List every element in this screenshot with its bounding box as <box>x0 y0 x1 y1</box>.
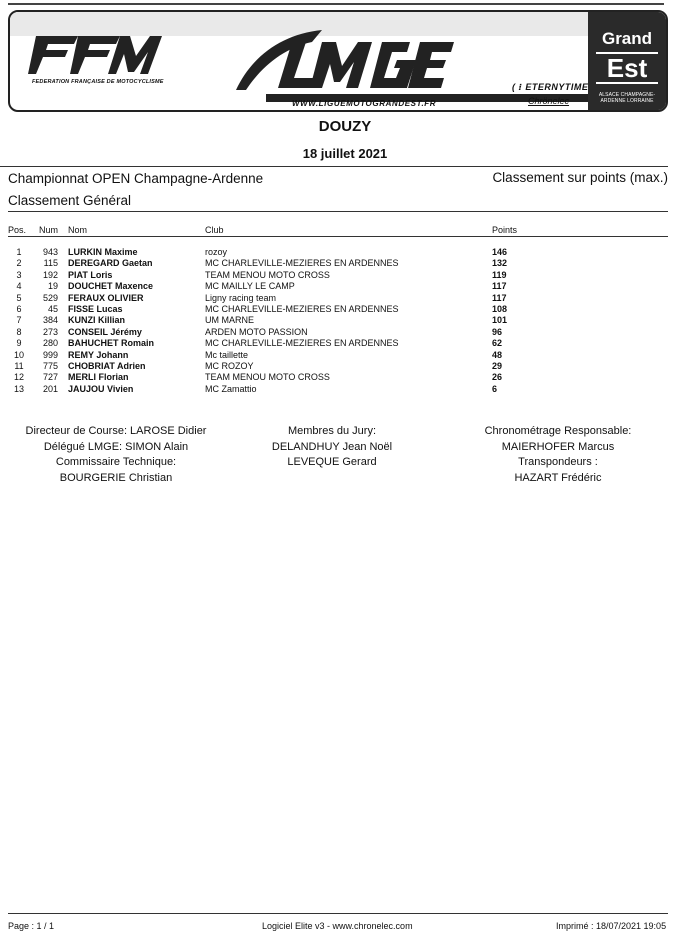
eternytime-text: ETERNYTIME <box>525 82 589 92</box>
page-number: Page : 1 / 1 <box>8 921 55 931</box>
grand-est-line1: Grand <box>601 29 653 48</box>
championship-name: Championnat OPEN Champagne-Ardenne <box>8 171 264 186</box>
pos-cell: 10 <box>13 349 24 360</box>
name-cell: PIAT Loris <box>68 269 113 280</box>
jury-label: Membres du Jury: <box>287 425 377 437</box>
points-cell: 62 <box>492 338 503 349</box>
officials-middle <box>232 424 432 471</box>
points-cell: 48 <box>492 349 503 360</box>
club-cell: ARDEN MOTO PASSION <box>205 326 308 337</box>
num-cell: 273 <box>42 326 58 337</box>
points-cell: 132 <box>492 258 508 269</box>
name-cell: JAUJOU Vivien <box>68 383 134 394</box>
points-cell: 26 <box>492 372 503 383</box>
col-header-name: Nom <box>68 225 88 235</box>
pos-cell: 1 <box>16 247 22 257</box>
chronelec-logo: Chrönelec <box>528 96 570 106</box>
club-column <box>205 247 399 395</box>
transponders-name: HAZART Frédéric <box>514 471 602 484</box>
points-cell: 29 <box>492 361 503 372</box>
num-cell: 384 <box>42 315 58 326</box>
points-cell: 96 <box>492 326 503 337</box>
pos-cell: 9 <box>16 338 22 349</box>
classification-title: Classement Général <box>8 193 132 208</box>
points-cell: 117 <box>492 292 507 303</box>
num-cell: 727 <box>42 372 58 383</box>
points-cell: 117 <box>492 281 507 292</box>
points-column <box>492 247 507 395</box>
eternytime-logo <box>512 82 588 93</box>
event-title: DOUZY <box>318 118 372 135</box>
transponders-label: Transpondeurs : <box>518 456 598 468</box>
grand-est-logo <box>588 12 666 110</box>
name-cell: REMY Johann <box>68 349 129 360</box>
lmge-delegate: Délégué LMGE: SIMON Alain <box>43 440 189 453</box>
name-cell: FISSE Lucas <box>68 304 123 315</box>
club-cell: TEAM MENOU MOTO CROSS <box>205 372 330 383</box>
club-cell: rozoy <box>205 247 228 257</box>
timing-manager-name: MAIERHOFER Marcus <box>501 440 615 453</box>
results-table <box>0 247 690 399</box>
rule-1 <box>0 166 668 167</box>
num-cell: 45 <box>47 304 58 315</box>
col-header-num: Num <box>39 225 59 235</box>
pos-cell: 2 <box>16 258 22 269</box>
race-director: Directeur de Course: LAROSE Didier <box>25 425 207 437</box>
pos-cell: 12 <box>13 372 24 383</box>
grand-est-regions: ALSACE CHAMPAGNE-ARDENNE LORRAINE <box>598 92 656 104</box>
club-cell: MC CHARLEVILLE-MEZIERES EN ARDENNES <box>205 258 399 269</box>
header-banner <box>8 10 668 112</box>
num-cell: 192 <box>42 269 58 280</box>
pos-cell: 3 <box>16 269 22 280</box>
num-cell: 115 <box>43 258 58 269</box>
num-column <box>36 247 58 395</box>
pos-cell: 8 <box>16 326 22 337</box>
name-cell: KUNZI Killian <box>68 315 126 326</box>
num-cell: 529 <box>42 292 58 303</box>
pos-cell: 13 <box>13 383 24 394</box>
num-cell: 943 <box>42 247 58 257</box>
print-timestamp: Imprimé : 18/07/2021 19:05 <box>556 921 667 931</box>
name-cell: CONSEIL Jérémy <box>68 326 142 337</box>
points-cell: 119 <box>492 269 507 280</box>
name-cell: BAHUCHET Romain <box>68 338 155 349</box>
pos-cell: 6 <box>16 304 22 315</box>
pos-cell: 4 <box>16 281 22 292</box>
officials-left <box>0 424 232 486</box>
ffm-logo-icon <box>28 32 168 76</box>
timing-manager-label: Chronométrage Responsable: <box>484 425 632 437</box>
col-header-points: Points <box>492 225 518 235</box>
num-cell: 201 <box>42 383 58 394</box>
name-cell: CHOBRIAT Adrien <box>68 361 146 372</box>
pos-cell: 7 <box>16 315 22 326</box>
table-header-rule <box>8 236 668 237</box>
club-cell: Mc taillette <box>205 349 249 360</box>
name-cell: MERLI Florian <box>68 372 129 383</box>
name-cell: LURKIN Maxime <box>68 247 138 257</box>
club-cell: MC Zamattio <box>205 383 257 394</box>
lmge-logo-icon <box>232 26 462 98</box>
name-cell: FERAUX OLIVIER <box>68 292 144 303</box>
num-cell: 999 <box>42 349 58 360</box>
points-cell: 108 <box>492 304 508 315</box>
club-cell: Ligny racing team <box>205 292 277 303</box>
jury-member: LEVEQUE Gerard <box>287 456 377 468</box>
num-cell: 19 <box>47 281 58 292</box>
jury-member: DELANDHUY Jean Noël <box>271 440 393 453</box>
pos-column <box>8 247 30 395</box>
pos-cell: 5 <box>16 292 22 303</box>
event-date: 18 juillet 2021 <box>302 146 388 161</box>
ranking-mode: Classement sur points (max.) <box>492 170 668 185</box>
col-header-pos: Pos. <box>8 225 27 235</box>
club-cell: MC ROZOY <box>205 361 254 372</box>
software-credit: Logiciel Elite v3 - www.chronelec.com <box>262 921 413 931</box>
eternytime-mark-icon: ( ⁝ <box>512 82 526 92</box>
club-cell: UM MARNE <box>205 315 254 326</box>
ffm-caption: FEDERATION FRANÇAISE DE MOTOCYCLISME <box>32 79 164 85</box>
club-cell: MC CHARLEVILLE-MEZIERES EN ARDENNES <box>205 304 399 315</box>
rule-2 <box>8 211 668 212</box>
points-cell: 146 <box>492 247 508 257</box>
num-cell: 775 <box>42 361 58 372</box>
num-cell: 280 <box>42 338 58 349</box>
club-cell: MC CHARLEVILLE-MEZIERES EN ARDENNES <box>205 338 399 349</box>
grand-est-line2: Est <box>596 52 658 84</box>
club-cell: TEAM MENOU MOTO CROSS <box>205 269 330 280</box>
name-cell: DOUCHET Maxence <box>68 281 154 292</box>
col-header-club: Club <box>205 225 224 235</box>
club-cell: MC MAILLY LE CAMP <box>205 281 295 292</box>
officials-right <box>458 424 658 486</box>
technical-commissioner-label: Commissaire Technique: <box>55 456 177 468</box>
top-rule <box>8 3 664 5</box>
lmge-url: WWW.LIGUEMOTOGRANDEST.FR <box>292 99 437 108</box>
name-cell: DEREGARD Gaetan <box>68 258 153 269</box>
points-cell: 6 <box>492 383 498 394</box>
technical-commissioner-name: BOURGERIE Christian <box>59 471 173 484</box>
points-cell: 101 <box>492 315 508 326</box>
footer-rule <box>8 913 668 914</box>
pos-cell: 11 <box>14 361 24 372</box>
name-column <box>68 247 154 395</box>
